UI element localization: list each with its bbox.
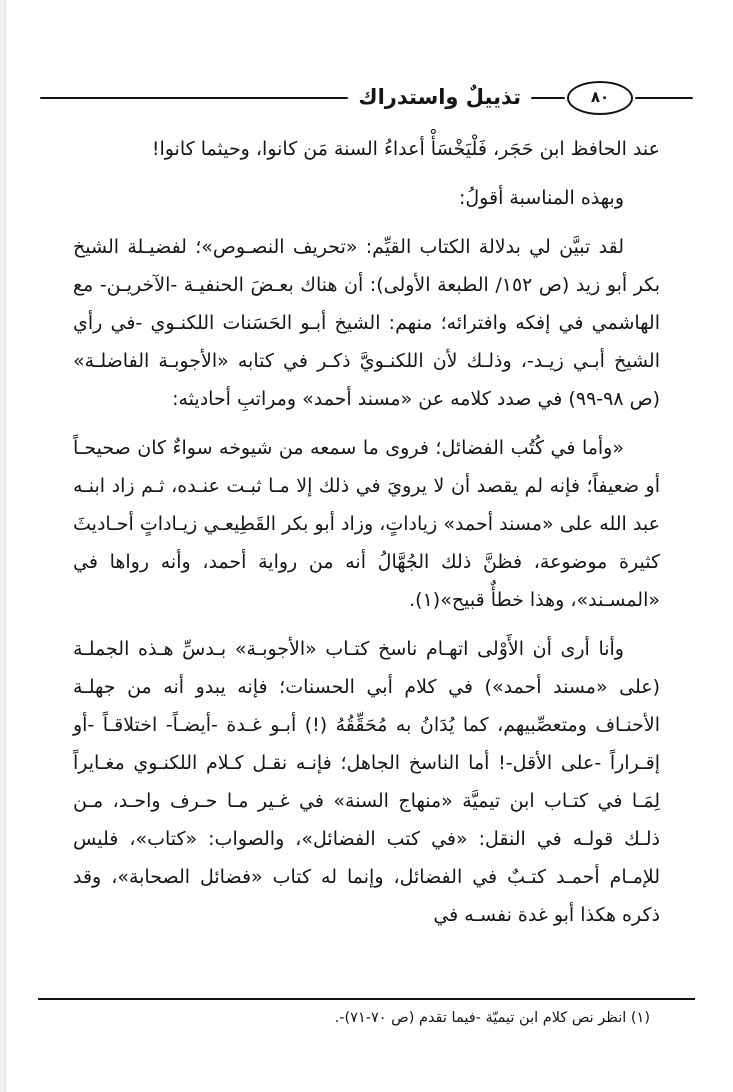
footnote-divider: [38, 998, 695, 1000]
page-number-badge: [567, 81, 633, 115]
page-title: تذييلٌ واستدراك: [358, 85, 521, 109]
header-rule-left: [40, 97, 348, 99]
page-number: ٨٠: [590, 87, 610, 106]
body-text: [73, 130, 660, 945]
header-rule-right: [635, 97, 693, 99]
paragraph-5: وأنا أرى أن الأَوْلى اتهـام ناسخ كتـاب «الأجوبـة» بـدسِّ هـذه الجملـة (على «مسند أحمد») في كلام أبي الحسنات؛ فإنه يبدو أنه من جهلـة الأحنـاف ومتعصِّبيهم، كما يُدَانُ به مُحَقِّقُهُ (!) أبـو غـدة -أيضـاً- اختلاقـاً -أو إقـراراً -على الأقل-! أما الناسخ الجاهل؛ فإنـه نقـل كـلام اللكنـوي مغـايراً لِمَـا في كتـاب ابن تيميَّة «منهاج السنة» في غـير مـا حـرف واحـد، مـن ذلـك قولـه في النقل: «في كتب الفضائل»، والصواب: «كتاب»، فليس للإمـام أحمـد كتـبٌ في الفضائل، وإنما له كتاب «فضائل الصحابة»، وقد ذكره هكذا أبو غدة نفسـه في: [73, 638, 660, 926]
footnote-text: (١) انظر نص كلام ابن تيميّة -فيما تقدم (ص ٧٠-٧١)-.: [334, 1010, 650, 1026]
paragraph-1: عند الحافظ ابن حَجَر، فَلْيَخْسَأْ أعداءُ السنة مَن كانوا، وحيثما كانوا!: [151, 138, 660, 160]
header-rule-middle: [531, 97, 565, 99]
footnote-area: [38, 998, 695, 1029]
paragraph-2: وبهذه المناسبة أقولُ:: [458, 187, 624, 209]
page-header: [40, 78, 693, 118]
paragraph-3: لقد تبيَّن لي بدلالة الكتاب القيِّم: «تحريف النصـوص»؛ لفضيـلة الشيخ بكر أبو زيد (ص ١٥٢/ الطبعة الأولى): أن هناك بعـضَ الحنفيـة -الآخريـن- مع الهاشمي في إفكه وافترائه؛ منهم: الشيخ أبـو الحَسَنات اللكنـوي -في رأي الشيخ أبـي زيـد-، وذلـك لأن اللكنـويَّ ذكـر في كتابه «الأجوبـة الفاضلـة» (ص ٩٨-٩٩) في صدد كلامه عن «مسند أحمد» ومراتبِ أحاديثه:: [73, 236, 660, 410]
paragraph-4-quote: «وأما في كُتُب الفضائل؛ فروى ما سمعه من شيوخه سواءٌ كان صحيحـاً أو ضعيفاً؛ فإنه لم يقصد أن لا يرويَ في ذلك إلا مـا ثبـت عنـده، ثـم زاد ابنـه عبد الله على «مسند أحمد» زياداتٍ، وزاد أبو بكر القَطِيعـي زيـاداتٍ أحـاديثَ كثيرة موضوعة، فظنَّ ذلك الجُهَّالُ أنه من رواية أحمد، وأنه رواها في «المسـند»، وهذا خطأٌ قبيح»(١).: [73, 437, 660, 611]
